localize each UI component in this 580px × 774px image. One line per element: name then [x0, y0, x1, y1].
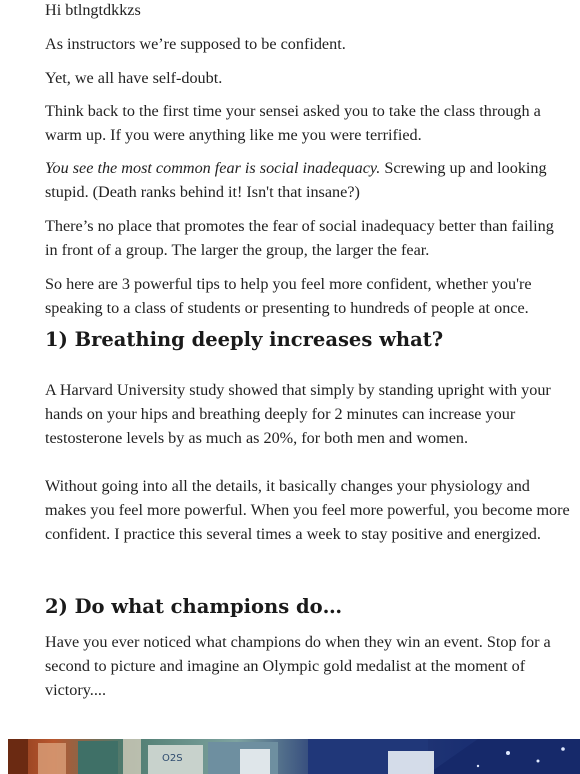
photo-caption-text: O2S [162, 753, 183, 764]
paragraph-champions: Have you ever noticed what champions do when they win an event. Stop for a second to picture and imagine an Olympic gold medalist at the moment of victory.... [45, 633, 551, 699]
heading-breathing: 1) Breathing deeply increases what? [45, 328, 444, 351]
heading-champions: 2) Do what champions do… [45, 595, 343, 618]
italic-fear-statement: You see the most common fear is social inadequacy. [45, 159, 381, 177]
paragraph-group-fear: There’s no place that promotes the fear of social inadequacy better than failing in front of a group. The larger the group, the larger the fear. [45, 217, 554, 259]
olympic-champion-photo [8, 739, 580, 774]
paragraph-physiology: Without going into all the details, it basically changes your physiology and makes you feel more powerful. When you feel more powerful, you become more confident. I practice this several times a week to stay positive and energized. [45, 477, 570, 543]
greeting: Hi btlngtdkkzs [45, 1, 141, 19]
paragraph-tips-intro: So here are 3 powerful tips to help you feel more confident, whether you're speaking to a class of students or presenting to hundreds of people at once. [45, 275, 532, 317]
paragraph-harvard-study: A Harvard University study showed that simply by standing upright with your hands on your hips and breathing deeply for 2 minutes can increase your testosterone levels by as much as 20%, for both men and women. [45, 381, 551, 447]
paragraph-confident: As instructors we’re supposed to be confident. [45, 35, 346, 53]
paragraph-warm-up: Think back to the first time your sensei asked you to take the class through a warm up. If you were anything like me you were terrified. [45, 102, 541, 144]
paragraph-social-fear [45, 156, 570, 204]
fear-statement-rest: Screwing up and looking stupid. (Death ranks behind it! Isn't that insane?) [45, 159, 547, 201]
paragraph-self-doubt: Yet, we all have self-doubt. [45, 69, 223, 87]
